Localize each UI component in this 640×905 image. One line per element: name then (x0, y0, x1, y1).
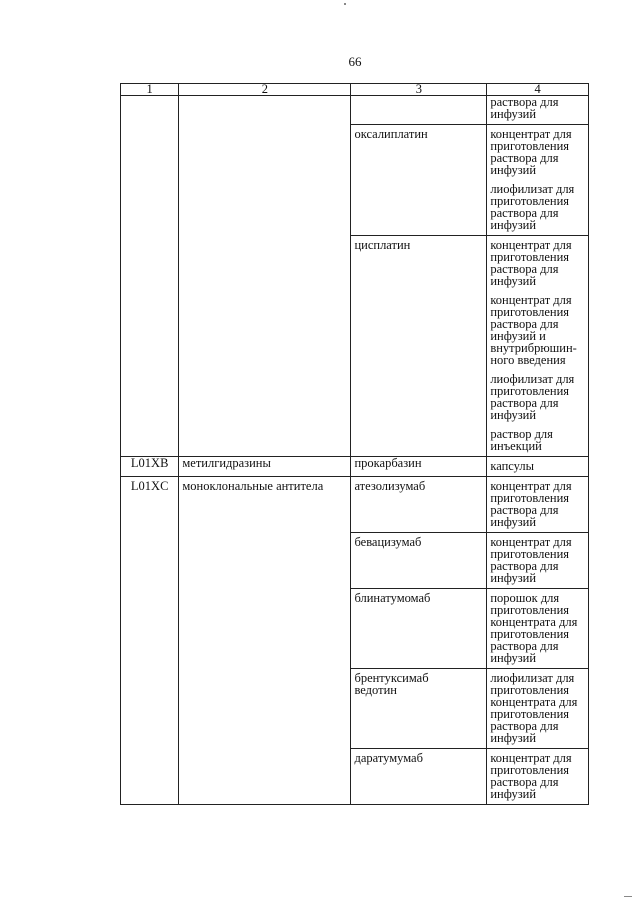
table-row (121, 96, 589, 125)
column-header-3: 3 (351, 84, 487, 96)
forms-cell (487, 236, 589, 457)
dosage-form: лиофилизат для приготовления раствора для инфузий (490, 372, 575, 422)
column-header-2: 2 (179, 84, 351, 96)
dosage-form: концентрат для приготовления раствора для инфузий (490, 238, 572, 288)
forms-cell (487, 589, 589, 669)
drug-cell-empty (351, 96, 487, 125)
code-cell (121, 477, 179, 805)
drug-name: атезолизумаб (354, 479, 426, 493)
dosage-form: порошок для приготовления концентрата для приготовления раствора для инфузий (490, 591, 578, 665)
code-cell-empty (121, 96, 179, 457)
group-cell (179, 477, 351, 805)
drug-cell (351, 749, 487, 805)
drug-table (120, 83, 589, 805)
drug-cell (351, 589, 487, 669)
drug-name: оксалиплатин (354, 127, 428, 141)
dosage-form: лиофилизат для приготовления концентрата для приготовления раствора для инфузий (490, 671, 578, 745)
atc-code: L01XC (130, 479, 169, 493)
forms-cell (487, 533, 589, 589)
group-cell-empty (179, 96, 351, 457)
drug-cell: прокарбазин (351, 457, 487, 477)
drug-name: цисплатин (354, 238, 411, 252)
drug-name: блинатумомаб (354, 591, 431, 605)
dosage-form: раствора для инфузий (490, 95, 559, 121)
forms-cell (487, 749, 589, 805)
dosage-form: концентрат для приготовления раствора для инфузий (490, 479, 572, 529)
dosage-form: капсулы (490, 459, 534, 473)
forms-cell (487, 457, 589, 477)
drug-name: бевацизумаб (354, 535, 422, 549)
column-header-4: 4 (487, 84, 589, 96)
forms-cell (487, 669, 589, 749)
scan-speck (624, 896, 632, 897)
dosage-form: лиофилизат для приготовления раствора для инфузий (490, 182, 575, 232)
drug-name: брентуксимаб ведотин (354, 671, 429, 697)
table-row (121, 477, 589, 533)
forms-cell (487, 96, 589, 125)
drug-cell (351, 669, 487, 749)
drug-cell (351, 125, 487, 236)
group-name: моноклональные антитела (182, 479, 324, 493)
forms-cell (487, 125, 589, 236)
group-cell: метилгидразины (179, 457, 351, 477)
dosage-form: концентрат для приготовления раствора для инфузий (490, 127, 572, 177)
scan-speck (344, 3, 346, 5)
drug-cell (351, 236, 487, 457)
drug-name: даратумумаб (354, 751, 423, 765)
dosage-form: раствор для инъекций (490, 427, 553, 453)
table-row (121, 457, 589, 477)
forms-cell (487, 477, 589, 533)
drug-cell (351, 477, 487, 533)
page-number: 66 (348, 54, 362, 69)
dosage-form: концентрат для приготовления раствора для инфузий (490, 535, 572, 585)
code-cell: L01XB (121, 457, 179, 477)
table-header-row (121, 84, 589, 96)
dosage-form: концентрат для приготовления раствора для инфузий и внутрибрюшин- ного введения (490, 293, 577, 367)
drug-cell (351, 533, 487, 589)
column-header-1: 1 (121, 84, 179, 96)
dosage-form: концентрат для приготовления раствора для инфузий (490, 751, 572, 801)
